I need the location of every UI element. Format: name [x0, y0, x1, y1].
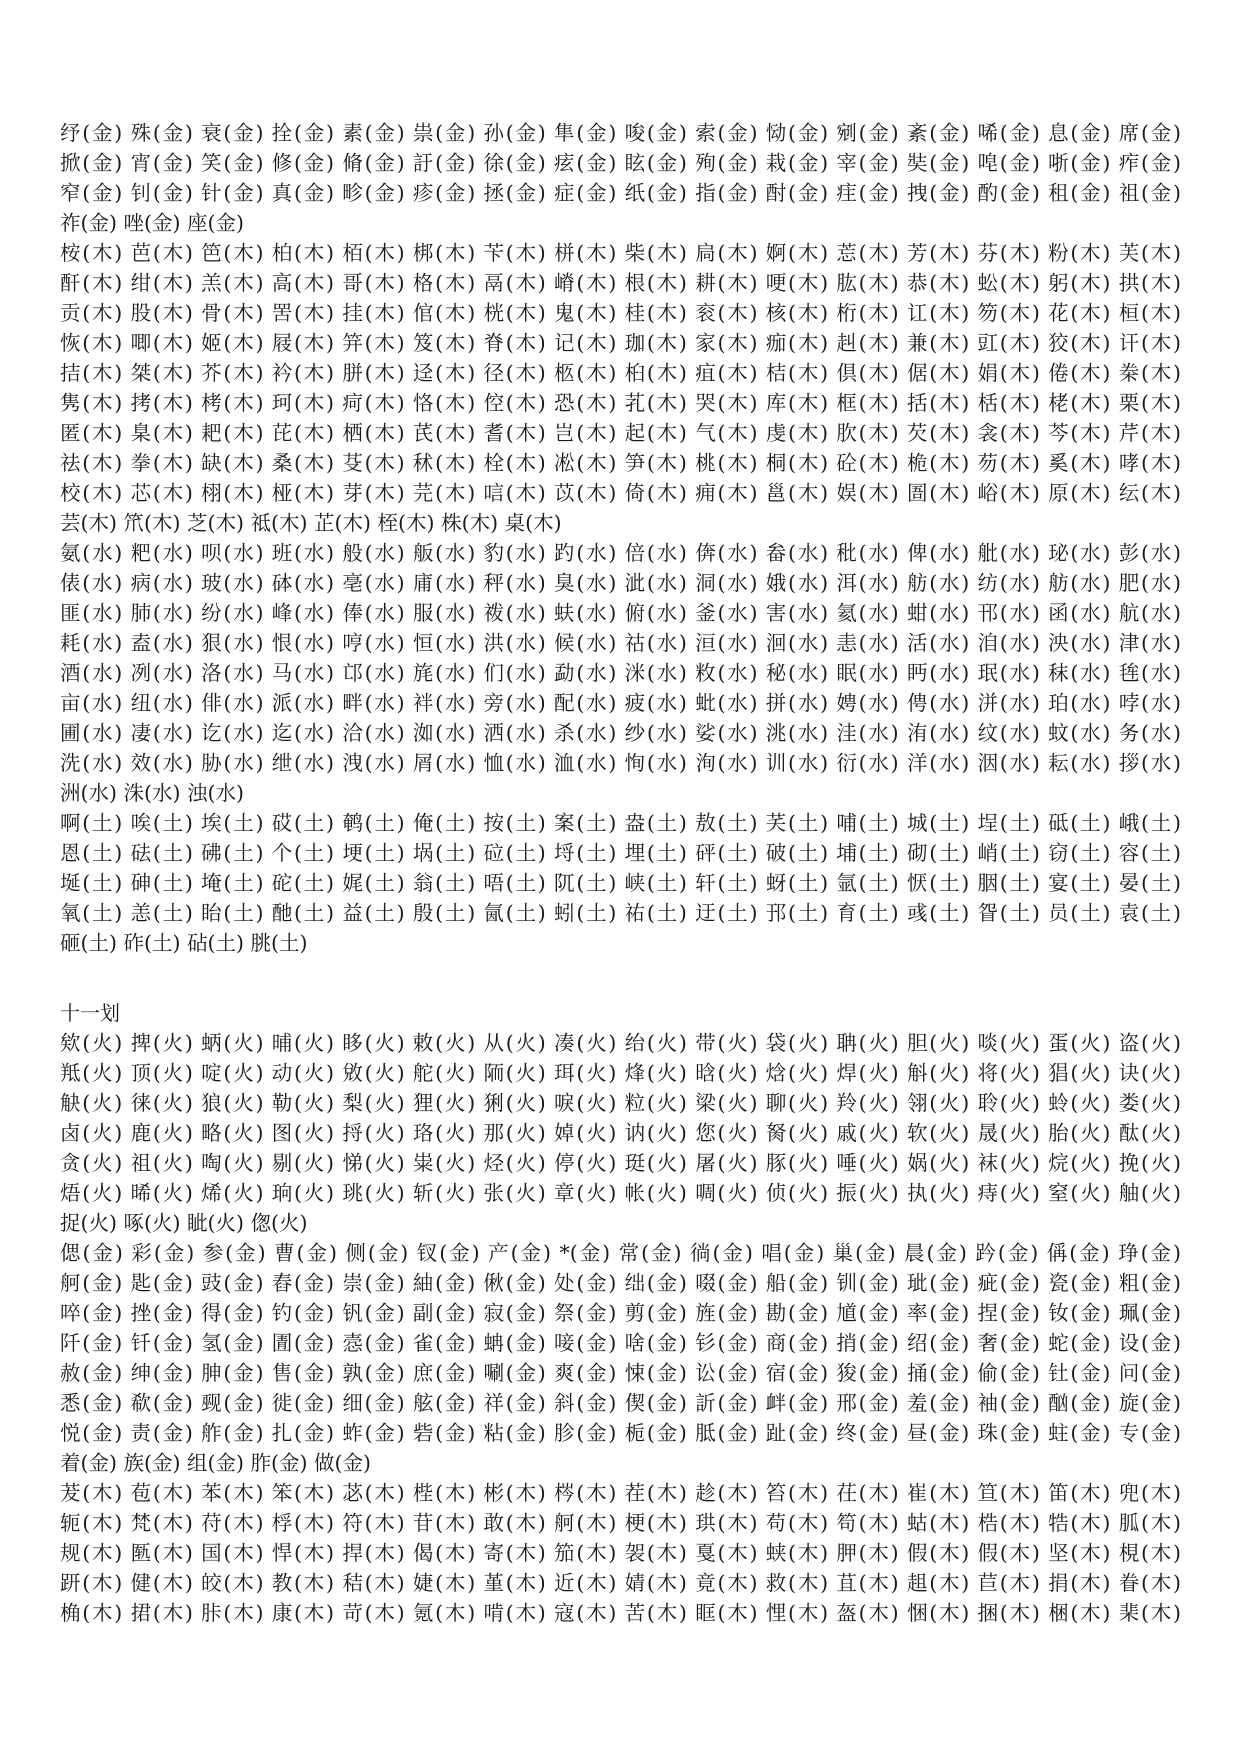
- character-line: 恩(土) 砝(土) 砩(土) 个(土) 埂(土) 埚(土) 砬(土) 埒(土) 埋(土) 砰(土) 破(土) 埔(土) 砌(土) 峭(土) 窃(土) 容(土): [60, 841, 1181, 865]
- character-line: 着(金) 族(金) 组(金) 胙(金) 做(金): [60, 1451, 372, 1475]
- section-heading-eleven-strokes: 十一划: [60, 1001, 120, 1025]
- character-line: 贪(火) 祖(火) 啕(火) 剔(火) 悌(火) 粜(火) 烃(火) 停(火) 珽(火) 屠(火) 豚(火) 唾(火) 娲(火) 袜(火) 烷(火) 挽(火): [60, 1151, 1181, 1175]
- character-line: 埏(土) 砷(土) 埯(土) 砣(土) 娓(土) 翁(土) 唔(土) 阢(土) 峡(土) 轩(土) 蚜(土) 氩(土) 恹(土) 胭(土) 宴(土) 晏(土): [60, 871, 1181, 895]
- character-line: 窄(金) 钊(金) 针(金) 真(金) 畛(金) 疹(金) 拯(金) 症(金) 纸(金) 指(金) 酎(金) 疰(金) 拽(金) 酌(金) 租(金) 祖(金): [60, 181, 1181, 205]
- character-line: 匿(木) 臬(木) 耙(木) 芘(木) 栖(木) 芪(木) 耆(木) 岂(木) 起(木) 气(木) 虔(木) 肷(木) 芡(木) 衾(木) 芩(木) 芹(木): [60, 421, 1181, 445]
- character-line: 芸(木) 笊(木) 芝(木) 祗(木) 芷(木) 桎(木) 株(木) 桌(木): [60, 511, 562, 535]
- character-line: 校(木) 芯(木) 栩(木) 桠(木) 芽(木) 芫(木) 唁(木) 苡(木) 倚(木) 痈(木) 邕(木) 娱(木) 圄(木) 峪(木) 原(木) 纭(木): [60, 481, 1181, 505]
- character-line: 舸(金) 匙(金) 豉(金) 舂(金) 崇(金) 紬(金) 偢(金) 处(金) 绌(金) 啜(金) 船(金) 钏(金) 玼(金) 疵(金) 瓷(金) 粗(金): [60, 1271, 1181, 1295]
- character-line: 阡(金) 钎(金) 氢(金) 圊(金) 悫(金) 雀(金) 蚺(金) 唼(金) 啥(金) 钐(金) 商(金) 捎(金) 绍(金) 奢(金) 蛇(金) 设(金): [60, 1331, 1181, 1355]
- character-line: 匪(水) 肺(水) 纷(水) 峰(水) 俸(水) 服(水) 袯(水) 蚨(水) 俯(水) 釜(水) 害(水) 氦(水) 蚶(水) 邗(水) 函(水) 航(水): [60, 601, 1181, 625]
- character-line: 洲(水) 洙(水) 浊(水): [60, 781, 245, 805]
- character-line: 俵(水) 病(水) 玻(水) 砵(水) 亳(水) 庯(水) 秤(水) 臭(水) 泚(水) 洞(水) 娥(水) 洱(水) 舫(水) 纺(水) 舫(水) 肥(水): [60, 571, 1181, 595]
- character-line: 掀(金) 宵(金) 笑(金) 修(金) 脩(金) 訏(金) 徐(金) 痃(金) 眩(金) 殉(金) 栽(金) 宰(金) 奘(金) 唣(金) 哳(金) 痄(金): [60, 151, 1181, 175]
- character-line: 啊(土) 唉(土) 埃(土) 砹(土) 鹌(土) 俺(土) 按(土) 案(土) 盎(土) 敖(土) 芺(土) 哺(土) 城(土) 埕(土) 砥(土) 峨(土): [60, 811, 1181, 835]
- character-line: 亩(水) 纽(水) 俳(水) 派(水) 畔(水) 袢(水) 旁(水) 配(水) 疲(水) 蚍(水) 拼(水) 娉(水) 俜(水) 洴(水) 珀(水) 哱(水): [60, 691, 1181, 715]
- character-line: 茇(木) 苞(木) 苯(木) 笨(木) 苾(木) 梐(木) 彬(木) 梣(木) 茬(木) 趁(木) 笞(木) 茌(木) 崔(木) 笪(木) 笛(木) 兜(木): [60, 1481, 1181, 1505]
- character-line: 悉(金) 欷(金) 觋(金) 徙(金) 细(金) 舷(金) 祥(金) 斜(金) 偰(金) 訢(金) 衅(金) 邢(金) 羞(金) 袖(金) 酗(金) 旋(金): [60, 1391, 1181, 1415]
- character-line: 趼(木) 健(木) 皎(木) 教(木) 秸(木) 婕(木) 堇(木) 近(木) 婧(木) 竟(木) 救(木) 苴(木) 趄(木) 苣(木) 捐(木) 眷(木): [60, 1571, 1181, 1595]
- character-line: 桉(木) 芭(木) 笆(木) 柏(木) 栢(木) 梆(木) 苄(木) 栟(木) 柴(木) 扃(木) 婀(木) 莣(木) 芳(木) 芬(木) 粉(木) 芙(木): [60, 241, 1181, 265]
- section-eleven-strokes: [60, 1028, 1181, 1628]
- character-line: 纾(金) 殊(金) 衰(金) 拴(金) 素(金) 祟(金) 孙(金) 隼(金) 唆(金) 索(金) 恸(金) 剜(金) 紊(金) 唏(金) 息(金) 席(金): [60, 121, 1181, 145]
- character-line: 捉(火) 啄(火) 眦(火) 偬(火): [60, 1211, 308, 1235]
- character-line: 祛(木) 拳(木) 缺(木) 桑(木) 芟(木) 秫(木) 栓(木) 凇(木) 笋(木) 桃(木) 桐(木) 砼(木) 桅(木) 芴(木) 奚(木) 哮(木): [60, 451, 1181, 475]
- character-line: 桷(木) 捃(木) 胩(木) 康(木) 苛(木) 氪(木) 啃(木) 寇(木) 苦(木) 眶(木) 悝(木) 盔(木) 悃(木) 捆(木) 梱(木) 棐(木): [60, 1601, 1181, 1625]
- character-line: 轭(木) 梵(木) 苻(木) 桴(木) 符(木) 苷(木) 敢(木) 舸(木) 梗(木) 珙(木) 苟(木) 笱(木) 蛄(木) 梏(木) 牿(木) 胍(木): [60, 1511, 1181, 1535]
- character-line: 拮(木) 桀(木) 芥(木) 衿(木) 胼(木) 迳(木) 径(木) 柩(木) 桕(木) 疽(木) 桔(木) 倶(木) 倨(木) 娟(木) 倦(木) 桊(木): [60, 361, 1181, 385]
- character-line: 圃(水) 凄(水) 讫(水) 迄(水) 洽(水) 洳(水) 洒(水) 杀(水) 纱(水) 娑(水) 洮(水) 洼(水) 洧(水) 纹(水) 蚊(水) 务(水): [60, 721, 1181, 745]
- character-line: 砸(土) 砟(土) 砧(土) 朓(土): [60, 931, 308, 955]
- character-line: 隽(木) 拷(木) 栲(木) 珂(木) 疴(木) 恪(木) 倥(木) 恐(木) 芤(木) 哭(木) 库(木) 框(木) 括(木) 栝(木) 栳(木) 栗(木): [60, 391, 1181, 415]
- character-line: 酒(水) 冽(水) 洛(水) 马(水) 邙(水) 旄(水) 们(水) 勐(水) 洣(水) 敉(水) 秘(水) 眠(水) 眄(水) 珉(水) 秣(水) 毪(水): [60, 661, 1181, 685]
- character-line: 啐(金) 挫(金) 得(金) 钓(金) 钒(金) 副(金) 寂(金) 祭(金) 剪(金) 旌(金) 勘(金) 馗(金) 率(金) 捏(金) 钕(金) 珮(金): [60, 1301, 1181, 1325]
- character-line: 偲(金) 彩(金) 参(金) 曹(金) 侧(金) 钗(金) 产(金) *(金) 常(金) 徜(金) 唱(金) 巢(金) 晨(金) 趻(金) 偁(金) 琤(金): [60, 1241, 1181, 1265]
- character-line: 贡(木) 股(木) 骨(木) 罟(木) 挂(木) 倌(木) 桄(木) 鬼(木) 桂(木) 衮(木) 核(木) 桁(木) 讧(木) 笏(木) 花(木) 桓(木): [60, 301, 1181, 325]
- character-line: 氧(土) 恙(土) 眙(土) 酏(土) 益(土) 殷(土) 氤(土) 蚓(土) 祐(土) 迂(土) 邘(土) 育(土) 彧(土) 眢(土) 员(土) 袁(土): [60, 901, 1181, 925]
- character-line: 卤(火) 鹿(火) 略(火) 图(火) 捋(火) 珞(火) 那(火) 婥(火) 讷(火) 您(火) 胬(火) 戚(火) 软(火) 晟(火) 胎(火) 酞(火): [60, 1121, 1181, 1145]
- character-line: 恢(木) 唧(木) 姬(木) 屐(木) 笄(木) 笈(木) 脊(木) 记(木) 珈(木) 家(木) 痂(木) 赳(木) 兼(木) 豇(木) 狡(木) 讦(木): [60, 331, 1181, 355]
- character-line: 觖(火) 徕(火) 狼(火) 勒(火) 梨(火) 狸(火) 猁(火) 唳(火) 粒(火) 梁(火) 聊(火) 羚(火) 翎(火) 聆(火) 蛉(火) 娄(火): [60, 1091, 1181, 1115]
- section-ten-strokes-continued: [60, 118, 1181, 958]
- character-line: 酐(木) 绀(木) 羔(木) 高(木) 哥(木) 格(木) 鬲(木) 嵴(木) 根(木) 耕(木) 哽(木) 肱(木) 恭(木) 蚣(木) 躬(木) 拱(木): [60, 271, 1181, 295]
- character-line: 焐(火) 晞(火) 烯(火) 珦(火) 珧(火) 斩(火) 张(火) 章(火) 帐(火) 啁(火) 侦(火) 振(火) 执(火) 痔(火) 窒(火) 舳(火): [60, 1181, 1181, 1205]
- character-line: 洗(水) 效(水) 胁(水) 绁(水) 洩(水) 屑(水) 恤(水) 洫(水) 恂(水) 洵(水) 训(水) 衍(水) 洋(水) 洇(水) 耘(水) 拶(水): [60, 751, 1181, 775]
- character-line: 规(木) 匦(木) 国(木) 悍(木) 捍(木) 偈(木) 寄(木) 笳(木) 袈(木) 戛(木) 蛱(木) 胛(木) 假(木) 假(木) 坚(木) 梘(木): [60, 1541, 1181, 1565]
- character-line: 赦(金) 绅(金) 胂(金) 售(金) 孰(金) 庶(金) 唰(金) 爽(金) 悚(金) 讼(金) 宿(金) 狻(金) 捅(金) 偷(金) 钍(金) 问(金): [60, 1361, 1181, 1385]
- character-line: 祚(金) 唑(金) 座(金): [60, 211, 245, 235]
- character-line: 悦(金) 责(金) 舴(金) 扎(金) 蚱(金) 砦(金) 粘(金) 胗(金) 栀(金) 胝(金) 趾(金) 终(金) 昼(金) 珠(金) 蛀(金) 专(金): [60, 1421, 1181, 1445]
- character-line: 氨(水) 粑(水) 呗(水) 班(水) 般(水) 舨(水) 豹(水) 趵(水) 倍(水) 倴(水) 畚(水) 秕(水) 俾(水) 舭(水) 珌(水) 彭(水): [60, 541, 1181, 565]
- character-line: 欸(火) 捭(火) 蛃(火) 晡(火) 眵(火) 敕(火) 从(火) 凑(火) 绐(火) 带(火) 袋(火) 聃(火) 胆(火) 啖(火) 蛋(火) 盗(火): [60, 1031, 1181, 1055]
- character-line: 耗(水) 盍(水) 狠(水) 恨(水) 哼(水) 恒(水) 洪(水) 候(水) 祜(水) 洹(水) 洄(水) 恚(水) 活(水) 洎(水) 泱(水) 津(水): [60, 631, 1181, 655]
- character-line: 羝(火) 顶(火) 啶(火) 动(火) 敓(火) 舵(火) 陑(火) 珥(火) 烽(火) 晗(火) 焓(火) 焊(火) 斛(火) 将(火) 猖(火) 诀(火): [60, 1061, 1181, 1085]
